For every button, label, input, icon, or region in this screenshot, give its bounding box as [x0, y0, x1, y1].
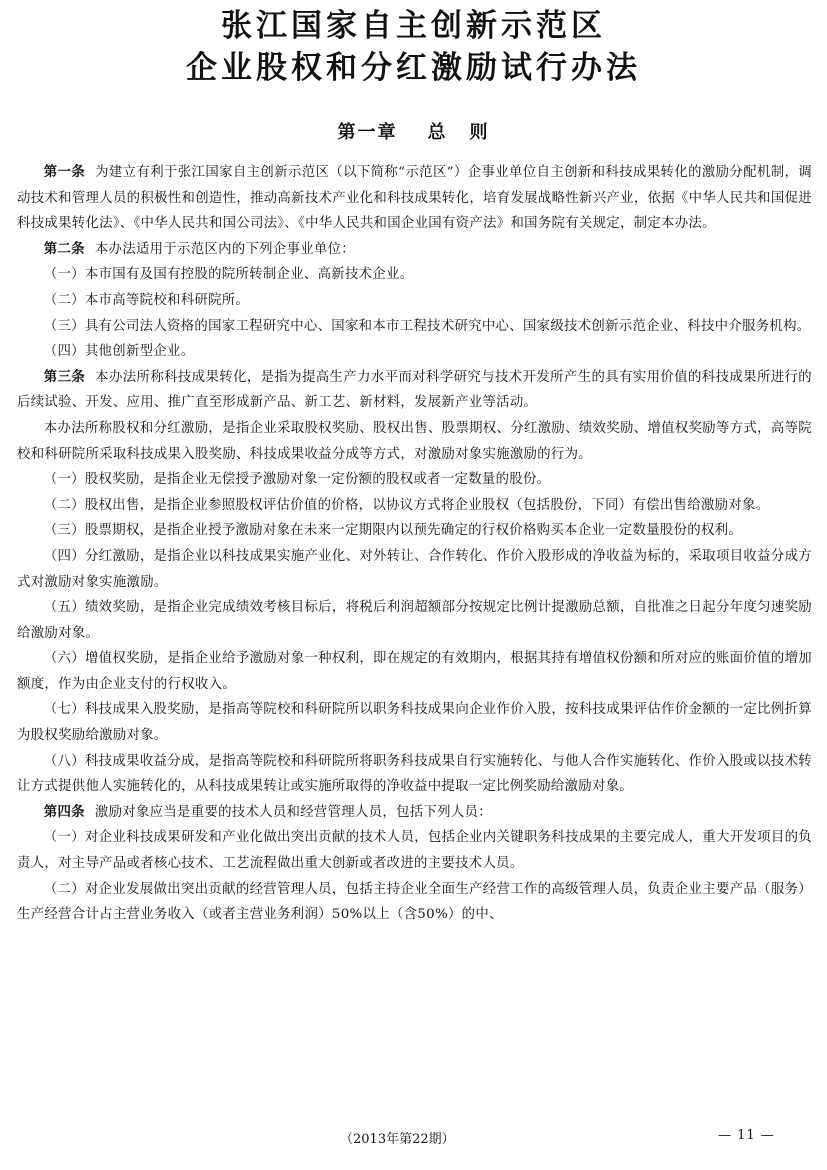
document-body: [17, 160, 812, 928]
paragraph-text: （六）增值权奖励，是指企业给予激励对象一种权利，即在规定的有效期内，根据其持有增值权份额和所对应的账面价值的增加额度，作为由企业支付的行权收入。: [17, 651, 812, 692]
paragraph-text: （二）对企业发展做出突出贡献的经营管理人员，包括主持企业全面生产经营工作的高级管理人员，负责企业主要产品（服务）生产经营合计占主营业务收入（或者主营业务利润）50%以上（含50%）的中、: [17, 881, 812, 923]
paragraph: [17, 339, 812, 365]
paragraph-text: （八）科技成果收益分成，是指高等院校和科研院所将职务科技成果自行实施转化、与他人合作实施转化、作价入股或以技术转让方式提供他人实施转化的，从科技成果转让或实施所取得的净收益中提取一定比例奖励给激励对象。: [17, 753, 812, 795]
paragraph-text: （四）分红激励，是指企业以科技成果实施产业化、对外转让、合作转化、作价入股形成的净收益为标的，采取项目收益分成方式对激励对象实施激励。: [17, 548, 812, 590]
paragraph-text: （五）绩效奖励，是指企业完成绩效考核目标后，将税后利润超额部分按规定比例计提激励总额，自批准之日起分年度匀速奖励给激励对象。: [17, 600, 812, 641]
paragraph-text: （一）股权奖励，是指企业无偿授予激励对象一定份额的股权或者一定数量的股份。: [43, 472, 551, 488]
paragraph: [17, 416, 812, 467]
paragraph: [17, 237, 812, 263]
paragraph: [17, 877, 812, 928]
article-label: 第二条: [43, 241, 85, 257]
paragraph: [17, 262, 812, 288]
page-number: — 11 —: [718, 1128, 775, 1143]
title-line-1: 张江国家自主创新示范区: [221, 8, 606, 44]
paragraph-text: （三）股票期权，是指企业授予激励对象在未来一定期限内以预先确定的行权价格购买本企业一定数量股份的权利。: [43, 523, 743, 539]
paragraph-text: （二）本市高等院校和科研院所。: [43, 292, 250, 308]
paragraph-text: 本办法所称科技成果转化，是指为提高生产力水平而对科学研究与技术开发所产生的具有实用价值的科技成果所进行的后续试验、开发、应用、推广直至形成新产品、新工艺、新材料，发展新产业等活动。: [17, 369, 812, 411]
paragraph-text: 为建立有利于张江国家自主创新示范区（以下简称“示范区”）企事业单位自主创新和科技成果转化的激励分配机制，调动技术和管理人员的积极性和创造性，推动高新技术产业化和科技成果转化，培育发展战略性新兴产业，依据《中华人民共和国促进科技成果转化法》、《中华人民共和国公司法》、《中华人民共和国企业国有资产法》和国务院有关规定，制定本办法。: [17, 165, 812, 232]
paragraph-text: （七）科技成果入股奖励，是指高等院校和科研院所以职务科技成果向企业作价入股，按科技成果评估作价金额的一定比例折算为股权奖励给激励对象。: [17, 702, 812, 744]
chapter-number: 第一章: [337, 122, 398, 143]
paragraph: [17, 646, 812, 697]
chapter-name-part1: 总: [427, 122, 448, 143]
paragraph-text: （四）其他创新型企业。: [43, 344, 195, 360]
paragraph-text: 激励对象应当是重要的技术人员和经营管理人员，包括下列人员：: [94, 804, 492, 820]
paragraph-text: （一）对企业科技成果研发和产业化做出突出贡献的技术人员，包括企业内关键职务科技成果的主要完成人，重大开发项目的负责人，对主导产品或者核心技术、工艺流程做出重大创新或者改进的主要技术人员。: [17, 830, 812, 872]
chapter-heading: [0, 118, 827, 144]
article-label: 第三条: [43, 369, 86, 385]
paragraph: [17, 288, 812, 314]
issue-label: （2013年第22期）: [340, 1132, 455, 1147]
paragraph: [17, 697, 812, 748]
article-label: 第一条: [43, 165, 86, 180]
paragraph-text: （三）具有公司法人资格的国家工程研究中心、国家和本市工程技术研究中心、国家级技术创新示范企业、科技中介服务机构。: [43, 318, 811, 334]
article-label: 第四条: [43, 804, 85, 820]
paragraph-text: 本办法所称股权和分红激励，是指企业采取股权奖励、股权出售、股票期权、分红激励、绩效奖励、增值权奖励等方式，高等院校和科研院所采取科技成果入股奖励、科技成果收益分成等方式，对激励对象实施激励的行为。: [17, 420, 812, 462]
paragraph: [17, 467, 812, 493]
title-line-2: 企业股权和分红激励试行办法: [186, 50, 641, 86]
paragraph: [17, 365, 812, 416]
paragraph: [17, 595, 812, 646]
paragraph-text: 本办法适用于示范区内的下列企事业单位：: [94, 241, 355, 257]
paragraph-text: （二）股权出售，是指企业参照股权评估价值的价格，以协议方式将企业股权（包括股份，下同）有偿出售给激励对象。: [43, 497, 770, 513]
chapter-name-part2: 则: [469, 122, 490, 143]
paragraph: [17, 518, 812, 544]
paragraph: [17, 749, 812, 800]
paragraph: [17, 493, 812, 519]
paragraph-text: （一）本市国有及国有控股的院所转制企业、高新技术企业。: [43, 267, 414, 283]
paragraph: [17, 825, 812, 876]
paragraph: [17, 800, 812, 826]
paragraph: [17, 544, 812, 595]
paragraph: [17, 314, 812, 340]
paragraph: [17, 160, 812, 237]
